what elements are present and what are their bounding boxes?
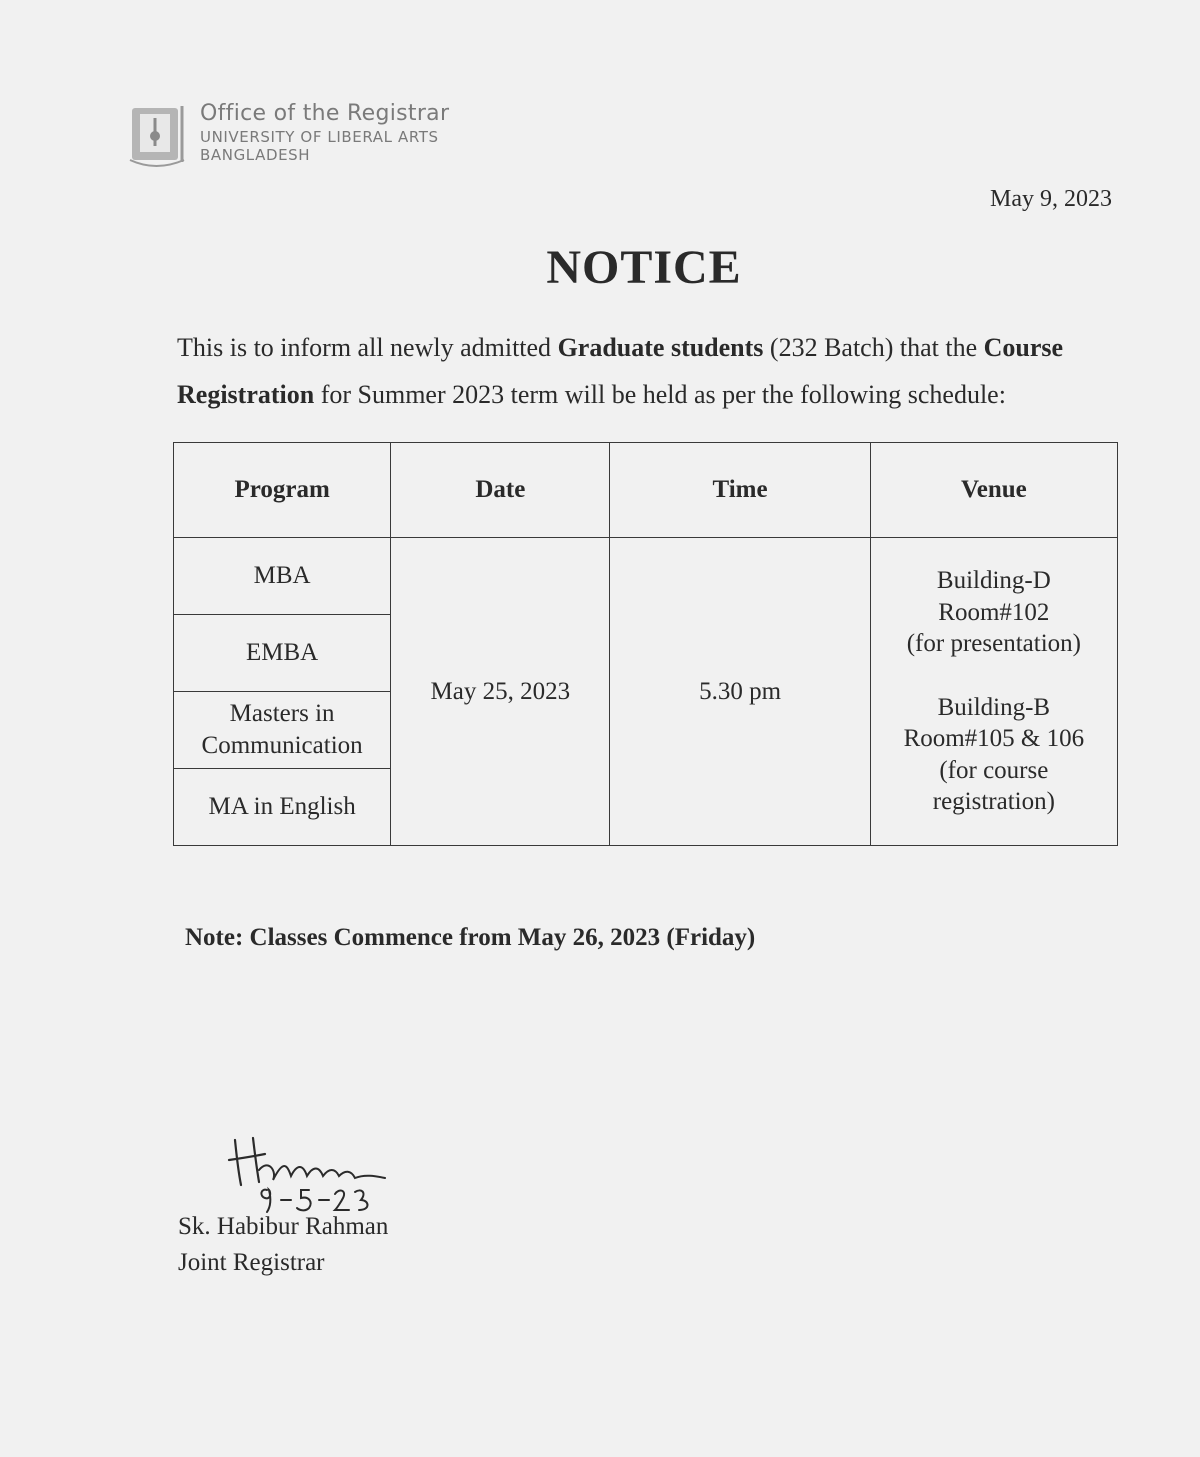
intro-text-1: This is to inform all newly admitted bbox=[177, 333, 558, 362]
program-cell: MBA bbox=[174, 538, 391, 615]
venue-line: (for course bbox=[939, 756, 1049, 784]
office-title: Office of the Registrar bbox=[200, 101, 450, 126]
intro-bold-1: Graduate students bbox=[557, 333, 764, 362]
header-time: Time bbox=[610, 443, 870, 538]
notice-date: May 9, 2023 bbox=[990, 186, 1112, 212]
intro-text-2: (232 Batch) that the bbox=[763, 333, 984, 362]
program-cell: MA in English bbox=[174, 769, 391, 846]
time-cell: 5.30 pm bbox=[610, 538, 870, 846]
handwritten-signature bbox=[225, 1130, 405, 1220]
table-header-row bbox=[174, 443, 1118, 538]
letterhead bbox=[126, 100, 506, 180]
university-name: UNIVERSITY OF LIBERAL ARTS bbox=[200, 128, 439, 146]
signatory-title: Joint Registrar bbox=[178, 1249, 325, 1276]
header-program: Program bbox=[174, 443, 391, 538]
note-text: Note: Classes Commence from May 26, 2023 (Friday) bbox=[185, 924, 756, 951]
notice-intro bbox=[177, 324, 1122, 418]
schedule-table bbox=[173, 442, 1118, 846]
intro-bold-2: Course Registration bbox=[177, 333, 1064, 409]
venue-line: Building-B bbox=[937, 693, 1051, 721]
table-row bbox=[174, 538, 1118, 615]
venue-line: Room#105 & 106 bbox=[903, 725, 1085, 753]
header-venue: Venue bbox=[870, 443, 1117, 538]
venue-cell bbox=[870, 538, 1117, 846]
header-date: Date bbox=[391, 443, 610, 538]
venue-line: Building-D bbox=[936, 567, 1051, 595]
university-logo bbox=[126, 102, 192, 172]
signatory-name: Sk. Habibur Rahman bbox=[178, 1213, 389, 1240]
venue-line: registration) bbox=[932, 788, 1055, 816]
program-cell: EMBA bbox=[174, 615, 391, 692]
program-cell: Masters in Communication bbox=[174, 692, 391, 769]
venue-line: (for presentation) bbox=[906, 630, 1081, 658]
venue-line: Room#102 bbox=[938, 598, 1050, 626]
date-cell: May 25, 2023 bbox=[391, 538, 610, 846]
intro-text-3: for Summer 2023 term will be held as per the following schedule: bbox=[314, 380, 1006, 409]
notice-heading: NOTICE bbox=[546, 241, 742, 294]
university-country: BANGLADESH bbox=[200, 146, 311, 164]
